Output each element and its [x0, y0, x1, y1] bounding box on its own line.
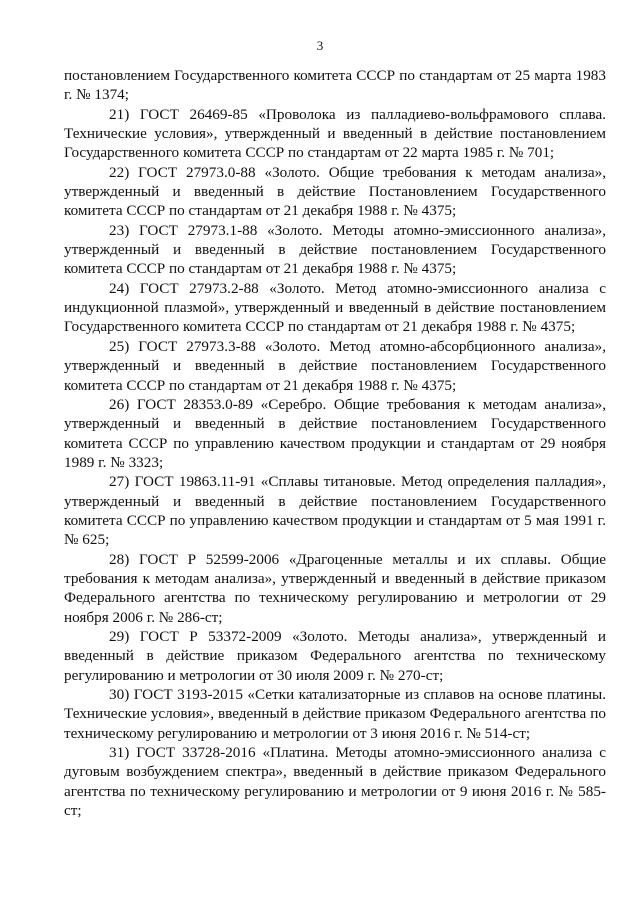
list-item-27: 27) ГОСТ 19863.11-91 «Сплавы титановые. Метод определения палладия», утвержденный и введенный в действие постановлением Государственного комитета СССР по управлению качеством продукции и стандартам от 5 мая 1991 г. № 625; [64, 473, 606, 549]
list-item-30: 30) ГОСТ 3193-2015 «Сетки катализаторные из сплавов на основе платины. Технические условия», введенный в действие приказом Федерального агентства по техническому регулированию и метрологии от 3 июня 2016 г. № 514-ст; [64, 686, 606, 742]
page-number: 3 [316, 38, 324, 53]
document-body [64, 66, 606, 820]
list-item-24: 24) ГОСТ 27973.2-88 «Золото. Метод атомно-эмиссионного анализа с индукционной плазмой», утвержденный и введенный в действие постановлением Государственного комитета СССР по стандартам от 21 декабря 1988 г. № 4375; [64, 279, 606, 336]
list-item-28: 28) ГОСТ Р 52599-2006 «Драгоценные металлы и их сплавы. Общие требования к методам анализа», утвержденный и введенный в действие приказом Федерального агентства по техническому регулированию и метрологии от 29 ноября 2006 г. № 286-ст; [64, 550, 606, 626]
paragraph-continuation: постановлением Государственного комитета СССР по стандартам от 25 марта 1983 г. № 1374; [64, 67, 606, 104]
list-item-23: 23) ГОСТ 27973.1-88 «Золото. Методы атомно-эмиссионного анализа», утвержденный и введенный в действие постановлением Государственного комитета СССР по стандартам от 21 декабря 1988 г. № 4375; [64, 221, 606, 278]
list-item-31: 31) ГОСТ 33728-2016 «Платина. Методы атомно-эмиссионного анализа с дуговым возбуждением спектра», введенный в действие приказом Федерального агентства по техническому регулированию и метрологии от 9 июня 2016 г. № 585-ст; [64, 744, 606, 820]
list-item-22: 22) ГОСТ 27973.0-88 «Золото. Общие требования к методам анализа», утвержденный и введенный в действие Постановлением Государственного комитета СССР по стандартам от 21 декабря 1988 г. № 4375; [64, 163, 606, 220]
list-item-26: 26) ГОСТ 28353.0-89 «Серебро. Общие требования к методам анализа», утвержденный и введенный в действие постановлением Государственного комитета СССР по управлению качеством продукции и стандартам от 29 ноября 1989 г. № 3323; [64, 395, 606, 471]
list-item-21: 21) ГОСТ 26469-85 «Проволока из палладиево-вольфрамового сплава. Технические условия», утвержденный и введенный в действие постановлением Государственного комитета СССР по стандартам от 22 марта 1985 г. № 701; [64, 105, 606, 162]
list-item-25: 25) ГОСТ 27973.3-88 «Золото. Метод атомно-абсорбционного анализа», утвержденный и введенный в действие постановлением Государственного комитета СССР по стандартам от 21 декабря 1988 г. № 4375; [64, 337, 606, 394]
list-item-29: 29) ГОСТ Р 53372-2009 «Золото. Методы анализа», утвержденный и введенный в действие приказом Федерального агентства по техническому регулированию и метрологии от 30 июля 2009 г. № 270-ст; [64, 627, 606, 684]
